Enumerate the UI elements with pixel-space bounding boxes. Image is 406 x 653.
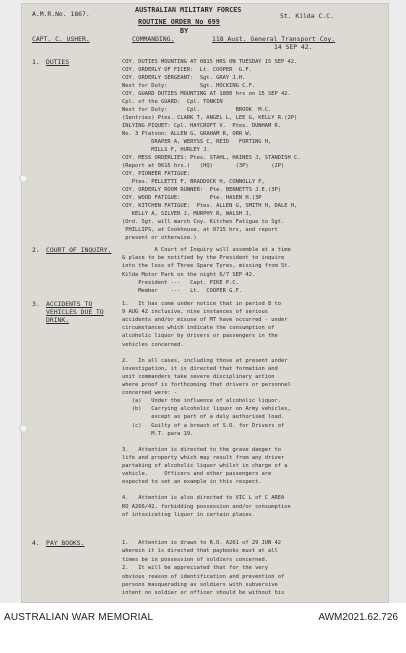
order-line: into the loss of Three Spare Tyres, missing from St. xyxy=(122,263,291,270)
order-line: obvious reason of identification and prevention of xyxy=(122,573,285,580)
punch-hole xyxy=(19,174,28,183)
order-line: Cpl. of the GUARD: Cpl. TONKIN xyxy=(122,99,223,105)
signatory: CAPT. C. USHER. xyxy=(32,35,90,43)
order-line: (c) Guilty of a breach of S.O. for Drivers of xyxy=(122,422,285,429)
section-title: ACCIDENTS TO VEHICLES DUE TO DRINK. xyxy=(46,300,104,324)
routine-order-number: ROUTINE ORDER No 699 xyxy=(138,18,220,26)
order-line: (Sentries) Ptes. CLARK T, ANGEL L, LEE G, KELLY R.(2P) xyxy=(122,115,298,121)
order-line: present or otherwise.) xyxy=(122,235,197,241)
order-line: accidents and/or misuse of MT have occurred - under xyxy=(122,317,288,324)
order-line: 4. Attention is also directed to VIC L of C AREA xyxy=(122,495,285,502)
order-line: (Report at 0615 hrs.) (HQ) (3P) (2P) xyxy=(122,163,285,169)
section-title: COURT OF INQUIRY. xyxy=(46,246,112,254)
order-line: 2. It will be appreciated that for the very xyxy=(122,565,269,572)
order-line: COY. DUTIES MOUNTING AT 0815 HRS ON TUESDAY 15 SEP 42. xyxy=(122,59,298,65)
order-line: (a) Under the influence of alcoholic liquor. xyxy=(122,398,282,405)
order-line: COY. KITCHEN FATIGUE: Ptes. ALLEN G, SMITH H, DALE H, xyxy=(122,203,298,209)
order-line: COY. MESS ORDERLIES: Ptes. STAHL, HAINES J, STANDISH C. xyxy=(122,155,301,161)
order-line: where proof is forthcoming that drivers or personnel xyxy=(122,382,291,388)
order-line: circumstances which indicate the consumption of xyxy=(122,325,275,332)
order-line: DRAPER A, WERYSS C, REID FORTING H, xyxy=(122,139,272,145)
order-line: Kilda Motor Park on the night 6/7 SEP 42. xyxy=(122,271,256,278)
order-line: 1. It has come under notice that in period 8 to xyxy=(122,301,282,307)
order-line: unit commanders take severe disciplinary action xyxy=(122,373,275,380)
order-line: INLYING PIQUET: Cpl. HAYCROFT V. Ptes. DUNHAM R. xyxy=(122,123,282,129)
order-line: vehicles concerned. xyxy=(122,341,184,348)
order-line: except as part of a duly authorised load. xyxy=(122,414,285,421)
order-line: Next for Duty: Cpl. BROOK M.C. xyxy=(122,107,272,113)
order-line: concerned were: - xyxy=(122,390,178,397)
order-line: wherein it is directed that paybooks must at all xyxy=(122,548,278,555)
order-line: MILLS F, HURLEY J. xyxy=(122,147,210,153)
order-line: COY. ORDERLY SERGEANT: Sgt. GRAY J.H. xyxy=(122,75,246,81)
order-line: life and property which may result from any driver xyxy=(122,454,285,461)
order-line: A Court of Inquiry will assemble at a time xyxy=(122,247,291,253)
date: 14 SEP 42. xyxy=(274,43,313,51)
order-line: 3. Attention is directed to the grave danger to xyxy=(122,446,282,453)
order-line: & place to be notified by the President to inquire xyxy=(122,255,285,262)
order-line: intent no soldier or officer should be without his xyxy=(122,590,285,597)
order-line: vehicle. Officers and other passengers are xyxy=(122,471,272,478)
order-line: COY. ORDERLY ROOM RUNNER: Pte. BENNETTS J.E.(3P) xyxy=(122,187,282,193)
order-line: PHILLIPS, at Cookhouse, at 0715 hrs, and report xyxy=(122,227,278,233)
archive-footer xyxy=(0,603,406,653)
order-line: M.T. para 19. xyxy=(122,430,194,437)
orders-number: A.M.R.No. 1867. xyxy=(32,10,90,18)
section-number: 4. xyxy=(32,539,40,547)
order-line: KELLY A, SILVER J, MURPHY R, WALSH J, xyxy=(122,211,252,217)
order-line: Ptes. PELLETTI F, BRADDOCK H, CONNOLLY F, xyxy=(122,179,265,185)
section-title: PAY BOOKS. xyxy=(46,539,85,547)
punch-hole xyxy=(19,424,28,433)
order-line: 1. Attention is drawn to R.O. A261 of 29 JUN 42 xyxy=(122,540,282,546)
place: St. Kilda C.C. xyxy=(280,12,334,20)
order-line: No. 3 Platoon: ALLEN G, GRAHAM R, ORR W, xyxy=(122,131,252,137)
document-page xyxy=(22,4,388,602)
order-line: 2. In all cases, including those at present under xyxy=(122,357,288,364)
order-line: expected to set an example in this respect. xyxy=(122,479,262,486)
archive-reference: AWM2021.62.726 xyxy=(318,612,398,623)
order-line: partaking of alcoholic liquor whilst in charge of a xyxy=(122,463,288,469)
order-line: COY. PIONEER FATIGUE: xyxy=(122,171,191,177)
section-number: 3. xyxy=(32,300,40,308)
order-line: COY. WOOD FATIGUE: Pte. HASEN H.(3P xyxy=(122,195,262,201)
commanding: COMMANDING. xyxy=(132,35,175,43)
order-line: President --- Capt. PIKE P.C. xyxy=(122,279,239,286)
unit: 118 Aust. General Transport Coy. xyxy=(212,35,336,43)
order-line: alcoholic liquor by drivers or passengers in the xyxy=(122,333,278,340)
section-number: 2. xyxy=(32,246,40,254)
order-line: COY. ORDERLY OF FICER: Lt. COOPER G.F. xyxy=(122,67,252,73)
order-line: persons masquerading as soldiers with subversive xyxy=(122,582,278,588)
by-line: BY xyxy=(180,27,189,35)
order-line: (Ord. Sgt. will march Coy. Kitchen Fatigue to Sgt. xyxy=(122,219,285,225)
document-title: AUSTRALIAN MILITARY FORCES xyxy=(135,6,242,14)
order-line: Next for Duty: Sgt. HOCKING C.F. xyxy=(122,83,256,89)
order-line: investigation, it is directed that formation and xyxy=(122,365,278,372)
archive-name: AUSTRALIAN WAR MEMORIAL xyxy=(4,612,154,623)
section-title: DUTIES xyxy=(46,58,70,66)
order-line: COY. GUARD DUTIES MOUNTING AT 1800 hrs on 15 SEP 42. xyxy=(122,91,291,97)
order-line: Member --- Lt. COOPER G.F. xyxy=(122,288,243,294)
order-line: of intoxicating liquor in certain places. xyxy=(122,511,256,518)
section-number: 1. xyxy=(32,58,40,66)
order-line: times be in possession of soldiers concerned. xyxy=(122,556,269,563)
order-line: (b) Carrying alcoholic liquor on Army vehicles, xyxy=(122,406,291,413)
order-line: 9 AUG 42 inclusive, nine instances of serious xyxy=(122,309,269,316)
order-line: RO A266/42, forbidding possession and/or consumption xyxy=(122,503,291,510)
